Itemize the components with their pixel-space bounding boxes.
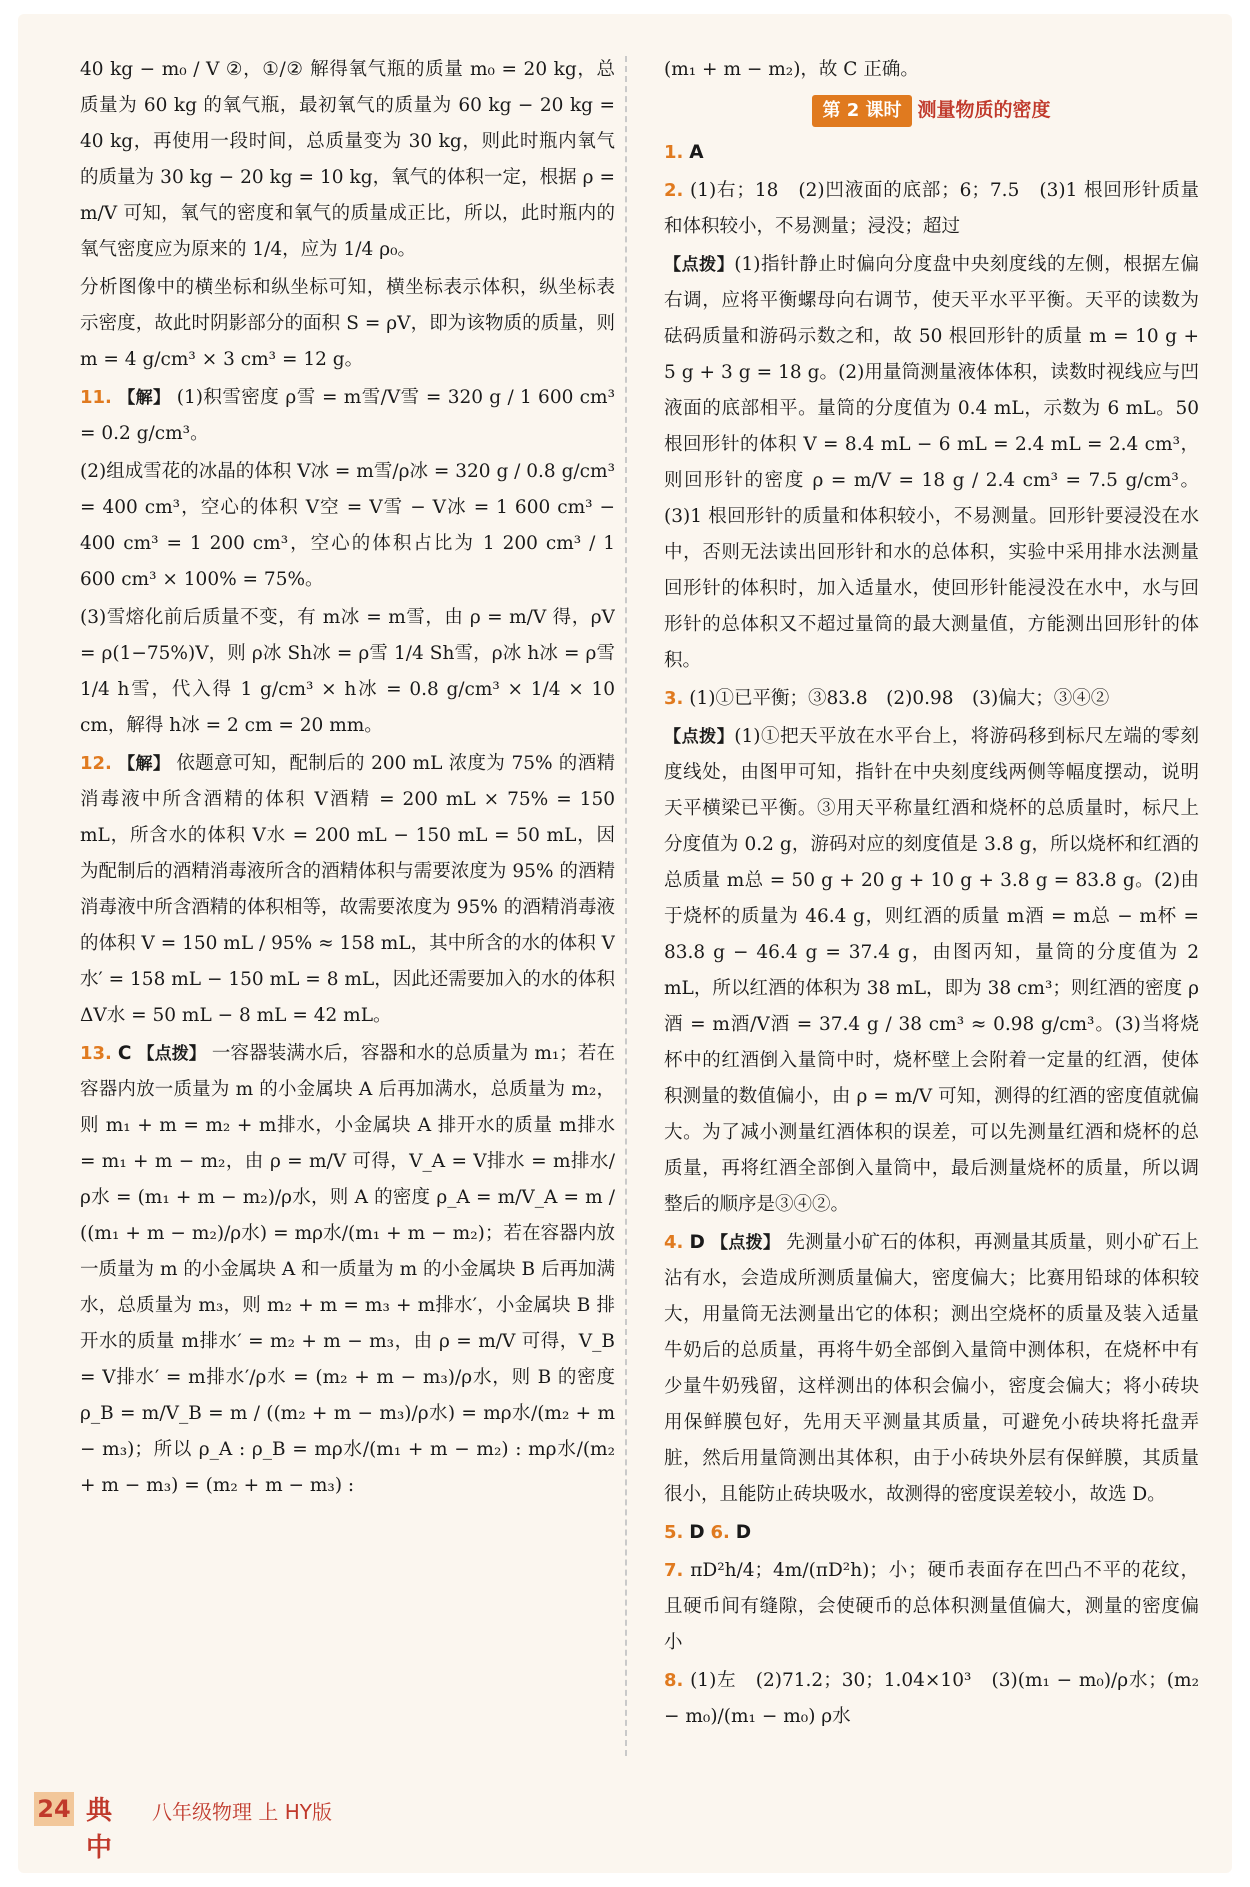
section-header xyxy=(664,92,1199,129)
question-number: 5. xyxy=(664,1522,684,1543)
page-number: 24 xyxy=(34,1792,74,1826)
answer-text: (1)左 (2)71.2；30；1.04×10³ (3)(m₁ − m₀)/ρ水；(m₂ − m₀)/(m₁ − m₀) ρ水 xyxy=(664,1670,1199,1727)
answer-letter: D xyxy=(689,1522,705,1543)
hint-text: (1)①把天平放在水平台上，将游码移到标尺左端的零刻度线处，由图甲可知，指针在中央刻度线两侧等幅度摆动，说明天平横梁已平衡。③用天平称量红酒和烧杯的总质量时，标尺上分度值为 0.2 g，游码对应的刻度值是 3.8 g，所以烧杯和红酒的总质量 m总 = 50 g + 20 g + 10 g + 3.8 g = 83.8 g。(2)由于烧杯的质量为 46.4 g，则红酒的质量 m酒 = m总 − m杯 = 83.8 g − 46.4 g = 37.4 g，由图丙知，量筒的分度值为 2 mL，所以红酒的体积为 38 mL，即为 38 cm³；则红酒的密度 ρ酒 = m酒/V酒 = 37.4 g / 38 cm³ ≈ 0.98 g/cm³。(3)当将烧杯中的红酒倒入量筒中时，烧杯壁上会附着一定量的红酒，使体积测量的数值偏小，由 ρ = m/V 可知，测得的红酒的密度值就偏大。为了减小测量红酒体积的误差，可以先测量红酒和烧杯的总质量，再将红酒全部倒入量筒中，最后测量烧杯的质量，所以调整后的顺序是③④②。 xyxy=(664,726,1199,1215)
question-8 xyxy=(664,1663,1199,1735)
answer-letter: C xyxy=(117,1043,132,1064)
question-4 xyxy=(664,1225,1199,1513)
column-divider xyxy=(625,56,627,1756)
question-number: 13. xyxy=(80,1043,112,1064)
hint-2 xyxy=(664,247,1199,679)
question-1 xyxy=(664,135,1199,171)
paragraph: (m₁ + m − m₂)，故 C 正确。 xyxy=(664,59,919,80)
answer-letter: D xyxy=(735,1522,752,1543)
paragraph: 40 kg − m₀ / V ②，①/② 解得氧气瓶的质量 m₀ = 20 kg，总质量为 60 kg 的氧气瓶，最初氧气的质量为 60 kg − 20 kg = 40 kg，再使用一段时间，总质量变为 30 kg，则此时瓶内氧气的质量为 30 kg − 20 kg = 10 kg，氧气的体积一定，根据 ρ = m/V 可知，氧气的密度和氧气的质量成正比，所以，此时瓶内的氧气密度应为原来的 1/4，应为 1/4 ρ₀。 xyxy=(80,59,615,260)
question-number: 12. xyxy=(80,753,112,774)
question-2 xyxy=(664,173,1199,245)
question-3 xyxy=(664,681,1199,717)
hint-tag: 【点拨】 xyxy=(664,727,735,747)
question-number: 4. xyxy=(664,1232,684,1253)
answer-text: πD²h/4；4m/(πD²h)；小；硬币表面存在凹凸不平的花纹，且硬币间有缝隙，会使硬币的总体积测量值偏大，测量的密度偏小 xyxy=(664,1560,1199,1653)
question-number: 8. xyxy=(664,1670,684,1691)
book-subject: 八年级物理 上 HY版 xyxy=(152,1800,332,1824)
question-12 xyxy=(80,746,615,1034)
hint-text: 先测量小矿石的体积，再测量其质量，则小矿石上沾有水，会造成所测质量偏大，密度偏大；比赛用铅球的体积较大，用量筒无法测量出它的体积；测出空烧杯的质量及装入适量牛奶后的总质量，再将牛奶全部倒入量筒中测体积，在烧杯中有少量牛奶残留，这样测出的体积会偏小，密度会偏大；将小砖块用保鲜膜包好，先用天平测量其质量，可避免小砖块将托盘弄脏，然后用量筒测出其体积，由于小砖块外层有保鲜膜，其质量很小，且能防止砖块吸水，故测得的密度误差较小，故选 D。 xyxy=(664,1232,1199,1505)
hint-text: (1)指针静止时偏向分度盘中央刻度线的左侧，根据左偏右调，应将平衡螺母向右调节，使天平水平平衡。天平的读数为砝码质量和游码示数之和，故 50 根回形针的质量 m = 10 g + 5 g + 3 g = 18 g。(2)用量筒测量液体体积，读数时视线应与凹液面的底部相平。量筒的分度值为 0.4 mL，示数为 6 mL。50 根回形针的体积 V = 8.4 mL − 6 mL = 2.4 mL = 2.4 cm³，则回形针的密度 ρ = m/V = 18 g / 2.4 cm³ = 7.5 g/cm³。(3)1 根回形针的质量和体积较小，不易测量。回形针要浸没在水中，否则无法读出回形针和水的总体积，实验中采用排水法测量回形针的体积时，加入适量水，使回形针能浸没在水中，水与回形针的总体积又不超过量筒的最大测量值，方能测出回形针的体积。 xyxy=(664,254,1199,671)
hint-tag: 【点拨】 xyxy=(711,1233,781,1253)
hint-tag: 【点拨】 xyxy=(137,1044,206,1064)
hint-tag: 【点拨】 xyxy=(664,255,735,275)
answer-text: 一容器装满水后，容器和水的总质量为 m₁；若在容器内放一质量为 m 的小金属块 A 后再加满水，总质量为 m₂，则 m₁ + m = m₂ + m排水，小金属块 A 排开水的质量 m排水 = m₁ + m − m₂，由 ρ = m/V 可得，V_A = V排水 = m排水/ρ水 = (m₁ + m − m₂)/ρ水，则 A 的密度 ρ_A = m/V_A = m / ((m₁ + m − m₂)/ρ水) = mρ水/(m₁ + m − m₂)；若在容器内放一质量为 m 的小金属块 A 和一质量为 m 的小金属块 B 后再加满水，总质量为 m₃，则 m₂ + m = m₃ + m排水′，小金属块 B 排开水的质量 m排水′ = m₂ + m − m₃，由 ρ = m/V 可得，V_B = V排水′ = m排水′/ρ水 = (m₂ + m − m₃)/ρ水，则 B 的密度 ρ_B = m/V_B = m / ((m₂ + m − m₃)/ρ水) = mρ水/(m₂ + m − m₃)；所以 ρ_A : ρ_B = mρ水/(m₁ + m − m₂) : mρ水/(m₂ + m − m₃) = (m₂ + m − m₃) : xyxy=(80,1043,615,1496)
answer-letter: D xyxy=(689,1232,705,1253)
question-5-6 xyxy=(664,1515,1199,1551)
hint-3 xyxy=(664,719,1199,1223)
answer-text: (1)积雪密度 ρ雪 = m雪/V雪 = 320 g / 1 600 cm³ = 0.2 g/cm³。 xyxy=(80,387,615,444)
question-number: 2. xyxy=(664,180,684,201)
question-number: 1. xyxy=(664,142,684,163)
question-number: 3. xyxy=(664,688,684,709)
question-7 xyxy=(664,1553,1199,1661)
left-column xyxy=(80,52,615,1757)
question-number: 6. xyxy=(710,1522,730,1543)
section-title: 测量物质的密度 xyxy=(917,99,1051,121)
answer-text: 依题意可知，配制后的 200 mL 浓度为 75% 的酒精消毒液中所含酒精的体积 V酒精 = 200 mL × 75% = 150 mL，所含水的体积 V水 = 200 mL − 150 mL = 50 mL，因为配制后的酒精消毒液所含的酒精体积与需要浓度为 95% 的酒精消毒液中所含酒精的体积相等，故需要浓度为 95% 的酒精消毒液的体积 V = 150 mL / 95% ≈ 158 mL，其中所含的水的体积 V水′ = 158 mL − 150 mL = 8 mL，因此还需要加入的水的体积 ΔV水 = 50 mL − 8 mL = 42 mL。 xyxy=(80,753,615,1026)
answer-text: (1)①已平衡；③83.8 (2)0.98 (3)偏大；③④② xyxy=(689,688,1110,709)
answer-letter: A xyxy=(689,142,704,163)
section-badge: 第 2 课时 xyxy=(812,95,911,127)
question-number: 7. xyxy=(664,1560,684,1581)
question-13 xyxy=(80,1036,615,1504)
answer-text: (1)右；18 (2)凹液面的底部；6；7.5 (3)1 根回形针质量和体积较小，不易测量；浸没；超过 xyxy=(664,180,1199,237)
paragraph: (2)组成雪花的冰晶的体积 V冰 = m雪/ρ冰 = 320 g / 0.8 g/cm³ = 400 cm³，空心的体积 V空 = V雪 − V冰 = 1 600 cm³ − 400 cm³ = 1 200 cm³，空心的体积占比为 1 200 cm³ / 1 600 cm³ × 100% = 75%。 xyxy=(80,461,615,590)
brand-logo: 典中 xyxy=(86,1796,113,1863)
right-column xyxy=(664,52,1199,1757)
question-number: 11. xyxy=(80,387,112,408)
paragraph: (3)雪熔化前后质量不变，有 m冰 = m雪，由 ρ = m/V 得，ρV = ρ(1−75%)V，则 ρ冰 Sh冰 = ρ雪 1/4 Sh雪，ρ冰 h冰 = ρ雪 1/4 h雪，代入得 1 g/cm³ × h冰 = 0.8 g/cm³ × 1/4 × 10 cm，解得 h冰 = 2 cm = 20 mm。 xyxy=(80,607,615,736)
question-11 xyxy=(80,380,615,452)
solution-tag: 【解】 xyxy=(118,754,171,774)
solution-tag: 【解】 xyxy=(118,388,171,408)
paragraph: 分析图像中的横坐标和纵坐标可知，横坐标表示体积，纵坐标表示密度，故此时阴影部分的面积 S = ρV，即为该物质的质量，则 m = 4 g/cm³ × 3 cm³ = 12 g。 xyxy=(80,277,615,370)
